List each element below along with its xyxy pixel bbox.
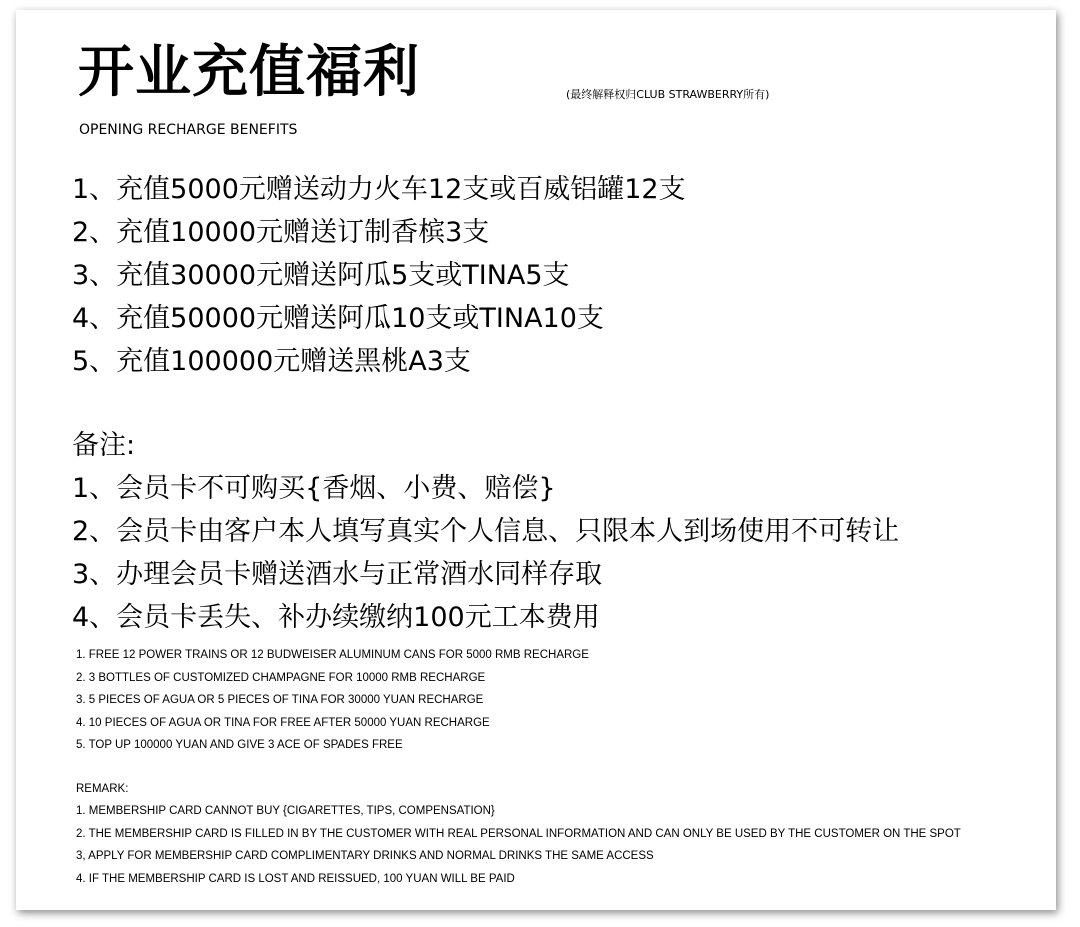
remarks-list-cn (72, 467, 899, 639)
list-item: 1、充值5000元赠送动力火车12支或百威铝罐12支 (72, 174, 686, 205)
list-item: 3、办理会员卡赠送酒水与正常酒水同样存取 (72, 559, 603, 590)
list-item: 5、充值100000元赠送黑桃A3支 (72, 346, 471, 377)
list-item: 4、充值50000元赠送阿瓜10支或TINA10支 (72, 303, 604, 334)
list-item: 4、会员卡丢失、补办续缴纳100元工本费用 (72, 602, 600, 633)
benefits-list-cn (72, 168, 686, 383)
list-item: 2. THE MEMBERSHIP CARD IS FILLED IN BY THE CUSTOMER WITH REAL PERSONAL INFORMATION AND CAN ONLY BE USED BY THE CUSTOMER ON THE SPOT (76, 827, 961, 840)
benefits-list-en (76, 644, 589, 757)
list-item: 2、会员卡由客户本人填写真实个人信息、只限本人到场使用不可转让 (72, 516, 900, 547)
page-title: 开业充值福利 (78, 40, 420, 105)
rights-note: (最终解释权归CLUB STRAWBERRY所有) (566, 88, 770, 101)
list-item: 1. MEMBERSHIP CARD CANNOT BUY {CIGARETTES, TIPS, COMPENSATION} (76, 805, 495, 817)
list-item: 3. 5 PIECES OF AGUA OR 5 PIECES OF TINA FOR 30000 YUAN RECHARGE (76, 694, 484, 707)
benefits-card (16, 10, 1056, 910)
remarks-heading-cn: 备注: (72, 430, 136, 461)
list-item: 3, APPLY FOR MEMBERSHIP CARD COMPLIMENTARY DRINKS AND NORMAL DRINKS THE SAME ACCESS (76, 850, 654, 863)
list-item: 5. TOP UP 100000 YUAN AND GIVE 3 ACE OF SPADES FREE (76, 739, 403, 752)
remarks-heading-en: REMARK: (76, 783, 129, 795)
list-item: 1、会员卡不可购买{香烟、小费、赔偿} (72, 473, 556, 504)
list-item: 3、充值30000元赠送阿瓜5支或TINA5支 (72, 260, 570, 291)
page-subtitle: OPENING RECHARGE BENEFITS (79, 122, 298, 138)
list-item: 4. IF THE MEMBERSHIP CARD IS LOST AND REISSUED, 100 YUAN WILL BE PAID (76, 872, 515, 885)
list-item: 2. 3 BOTTLES OF CUSTOMIZED CHAMPAGNE FOR 10000 RMB RECHARGE (76, 671, 486, 684)
list-item: 4. 10 PIECES OF AGUA OR TINA FOR FREE AFTER 50000 YUAN RECHARGE (76, 716, 490, 729)
list-item: 1. FREE 12 POWER TRAINS OR 12 BUDWEISER ALUMINUM CANS FOR 5000 RMB RECHARGE (76, 649, 589, 661)
list-item: 2、充值10000元赠送订制香槟3支 (72, 217, 490, 248)
remarks-list-en (76, 800, 961, 890)
